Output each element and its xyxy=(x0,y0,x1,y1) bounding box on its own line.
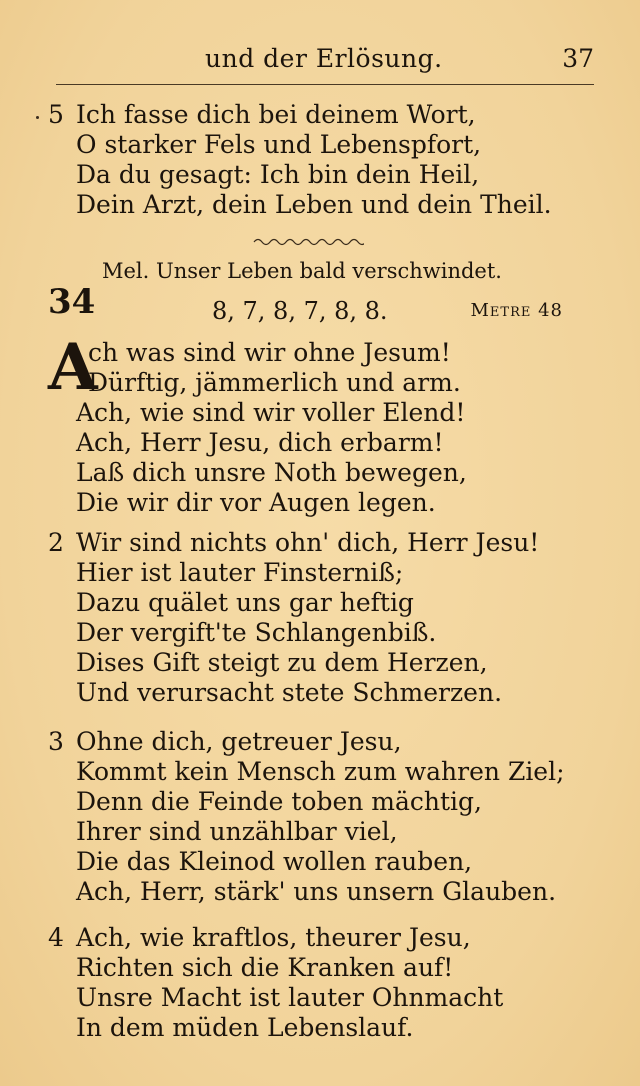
verse-number: 4 xyxy=(48,923,64,952)
meter-pattern: 8, 7, 8, 7, 8, 8. xyxy=(212,297,388,325)
melody-note: Mel. Unser Leben bald verschwindet. xyxy=(102,259,502,283)
verse-line: Da du gesagt: Ich bin dein Heil, xyxy=(76,160,480,189)
verse-line: O starker Fels und Lebenspfort, xyxy=(76,130,482,159)
stanza-2 xyxy=(48,528,608,708)
verse-line: Richten sich die Kranken auf! xyxy=(76,953,454,982)
drop-cap: A xyxy=(48,330,98,405)
verse-line: Ihrer sind unzählbar viel, xyxy=(76,817,398,846)
verse-line: 2 Wir sind nichts ohn' dich, Herr Jesu! xyxy=(48,528,540,557)
running-title: und der Erlösung. xyxy=(205,44,443,73)
verse-line: Hier ist lauter Finsterniß; xyxy=(76,558,404,587)
stanza-4 xyxy=(48,923,608,1043)
header-rule xyxy=(56,84,594,85)
verse-line: Denn die Feinde toben mächtig, xyxy=(76,787,482,816)
verse-line: Kommt kein Mensch zum wahren Ziel; xyxy=(76,757,565,786)
stanza-prev-5 xyxy=(48,100,608,220)
verse-line: Die das Kleinod wollen rauben, xyxy=(76,847,473,876)
verse-line: Und verursacht stete Schmerzen. xyxy=(76,678,503,707)
verse-line: Dein Arzt, dein Leben und dein Theil. xyxy=(76,190,552,219)
verse-line: Dazu quälet uns gar heftig xyxy=(76,588,414,617)
verse-line: Dises Gift steigt zu dem Herzen, xyxy=(76,648,488,677)
verse-line: Unsre Macht ist lauter Ohnmacht xyxy=(76,983,504,1012)
verse-line: Ach, wie sind wir voller Elend! xyxy=(76,398,466,427)
meter-label: Metre 48 xyxy=(470,300,563,321)
verse-number: 3 xyxy=(48,727,64,756)
verse-number: 2 xyxy=(48,528,64,557)
margin-mark xyxy=(36,116,39,119)
verse-line: Laß dich unsre Noth bewegen, xyxy=(76,458,467,487)
ornament-divider xyxy=(252,236,364,248)
verse-line: Die wir dir vor Augen legen. xyxy=(76,488,436,517)
hymn-number: 34 xyxy=(48,282,96,322)
stanza-3 xyxy=(48,727,608,907)
running-head xyxy=(0,44,640,80)
verse-number: 5 xyxy=(48,100,64,129)
verse-line: 5 Ich fasse dich bei deinem Wort, xyxy=(48,100,476,129)
verse-line: In dem müden Lebenslauf. xyxy=(76,1013,414,1042)
verse-line: Dürftig, jämmerlich und arm. xyxy=(88,368,461,397)
page-number: 37 xyxy=(562,44,594,73)
verse-line: 4 Ach, wie kraftlos, theurer Jesu, xyxy=(48,923,471,952)
stanza-1 xyxy=(48,330,608,518)
verse-line: Ach, Herr Jesu, dich erbarm! xyxy=(76,428,444,457)
verse-line: Der vergift'te Schlangenbiß. xyxy=(76,618,437,647)
verse-line: 3 Ohne dich, getreuer Jesu, xyxy=(48,727,402,756)
verse-line: ch was sind wir ohne Jesum! xyxy=(88,338,451,367)
verse-line: Ach, Herr, stärk' uns unsern Glauben. xyxy=(76,877,557,906)
